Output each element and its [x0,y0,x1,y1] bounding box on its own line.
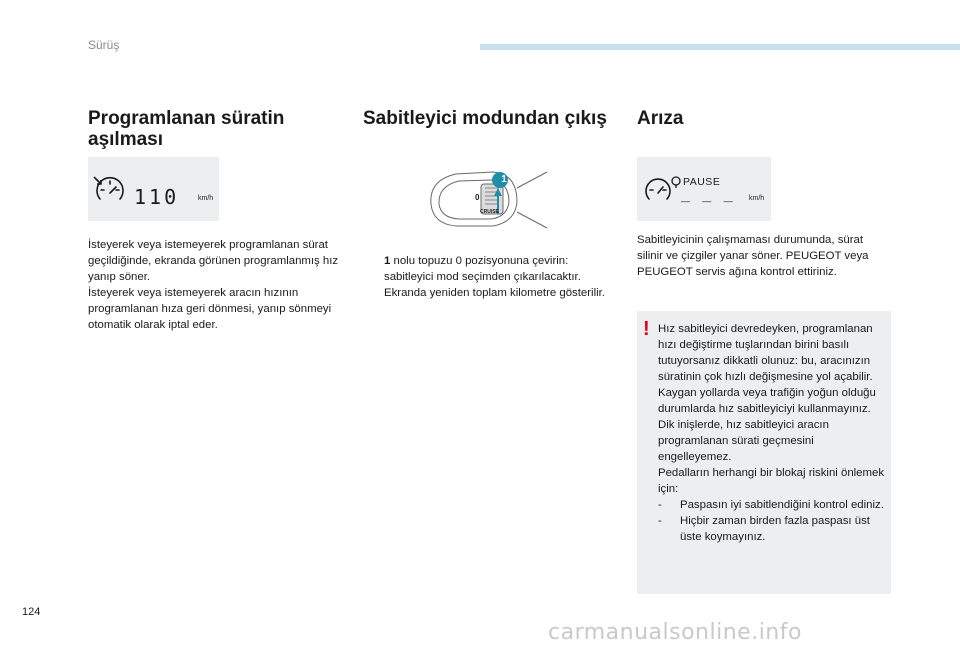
exit-mode-text [384,253,616,301]
speed-dashes: _ _ _ [681,187,737,204]
flash-arrow-icon [94,177,101,184]
paragraph: İsteyerek veya istemeyerek programlanan sürat geçildiğinde, ekranda görünen programlanmış hız yanıp söner. [88,239,339,283]
speed-unit: km/h [198,195,214,202]
dash-marker: - [658,499,662,511]
warning-line: Hız sabitleyici devredeyken, programlanan hızı değiştirme tuşlarından birini basılı tutuyorsanız dikkatli olunuz: bu, aracınızın süratinin çok hızlı değişmesine yol açabilir. [658,323,873,383]
section-title-speed-exceeded: Programlanan süratin aşılması [88,108,285,150]
list-item [658,513,887,545]
dash-marker: - [658,515,662,527]
position-zero-label: 0 [475,193,480,202]
cruise-lever-illustration [421,166,551,236]
list-item-text: Hiçbir zaman birden fazla paspası üst üste koymayınız. [680,515,870,543]
instruction-text: nolu topuzu 0 pozisyonuna çevirin: sabitleyici mod seçimden çıkarılacaktır. Ekranda yeniden toplam kilometre gösterilir. [384,255,605,299]
section-title-fault: Arıza [637,108,684,129]
cruise-label: CRUISE [480,209,499,215]
pause-status-text: PAUSE [683,176,721,188]
warning-line: Pedalların herhangi bir blokaj riskini önlemek için: [658,467,885,495]
warning-line: Kaygan yollarda veya trafiğin yoğun olduğu durumlarda hız sabitleyiciyi kullanmayınız. [658,387,876,415]
speed-unit: km/h [749,195,765,202]
warning-icon: ! [643,318,650,340]
warning-box [637,311,891,594]
fault-display-panel [637,157,771,221]
control-number: 1 [384,255,391,267]
speed-value: 110 [134,185,180,209]
page-number: 124 [22,606,41,618]
warning-line: Dik inişlerde, hız sabitleyici aracın programlanan sürati geçmesini engelleyemez. [658,419,829,463]
list-item-text: Paspasın iyi sabitlendiğini kontrol ediniz. [680,499,884,511]
speed-exceeded-text [88,237,350,333]
section-label: Sürüş [88,38,120,52]
pause-indicator-icon [672,177,680,185]
callout-number: 1 [501,174,507,185]
fault-text: Sabitleyicinin çalışmaması durumunda, sürat silinir ve çizgiler yanar söner. PEUGEOT veya PEUGEOT servis ağına kontrol ettiriniz. [637,234,869,278]
section-title-exit-mode: Sabitleyici modundan çıkış [363,108,607,129]
list-item [658,497,887,513]
paragraph: İsteyerek veya istemeyerek aracın hızının programlanan hıza geri dönmesi, yanıp sönmeyi otomatik olarak iptal eder. [88,287,332,331]
header-accent-bar [480,44,960,50]
watermark: carmanualsonline.info [548,620,802,645]
warning-text [658,321,887,545]
speed-display-panel [88,157,219,221]
